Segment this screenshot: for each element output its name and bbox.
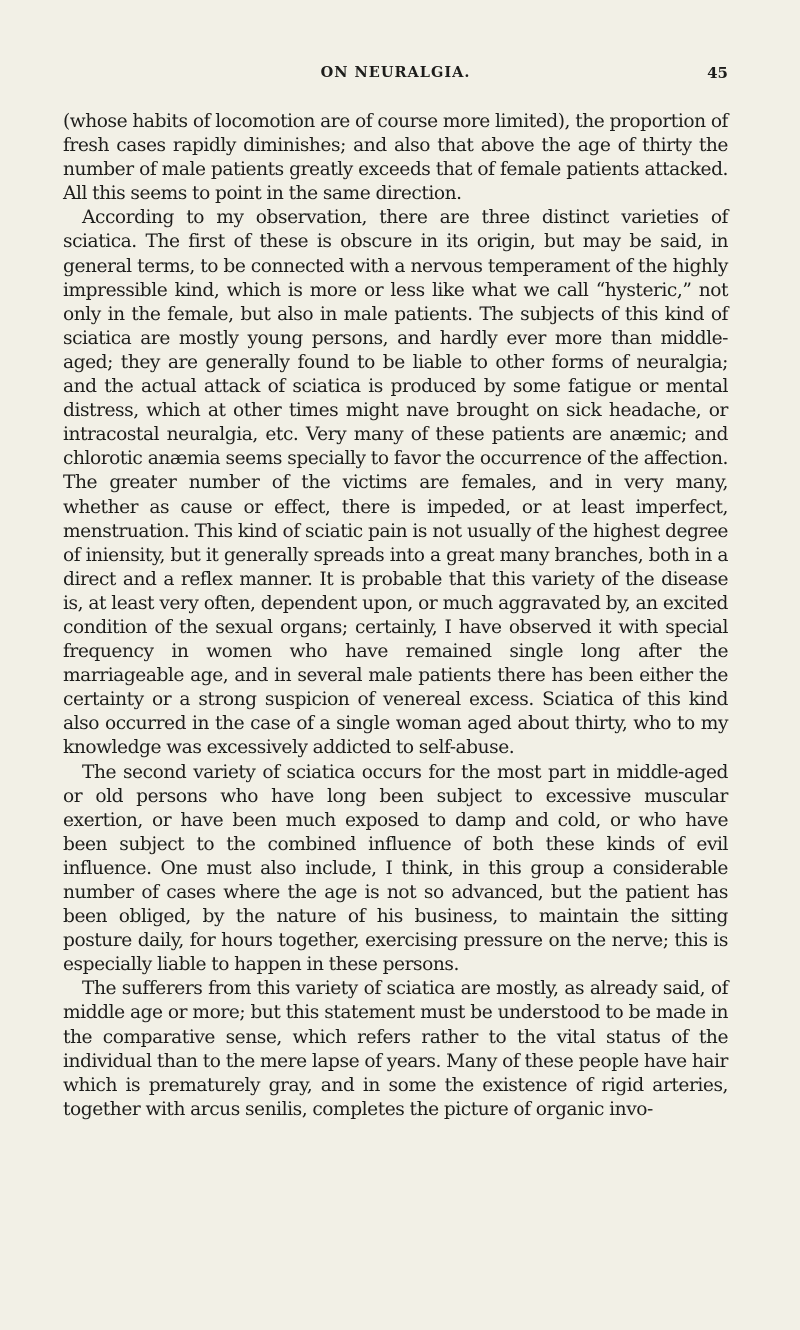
paragraph-sufferers: The sufferers from this variety of sciatica are mostly, as already said, of middle age or more; but this statement must be understood to be made in the comparative sense, which refers rather to the vital status of the individual than to the mere lapse of years. Many of these people have hair which is prematurely gray, and in some the existence of rigid arteries, together with arcus senilis, completes the picture of organic invo-	[63, 978, 728, 1120]
page-number: 45	[707, 64, 728, 82]
paragraph-continued: (whose habits of locomotion are of course more limited), the proportion of fresh cases rapidly diminishes; and also that above the age of thirty the number of male patients greatly exceeds that of female patients attacked. All this seems to point in the same direction.	[63, 111, 728, 205]
body-text	[63, 110, 728, 1122]
page-header	[63, 64, 728, 94]
paragraph-second-variety: The second variety of sciatica occurs for the most part in middle-aged or old persons who have long been subject to excessive muscular exertion, or have been much exposed to damp and cold, or who have been subject to the combined influence of both these kinds of evil influence. One must also include, I think, in this group a considerable number of cases where the age is not so advanced, but the patient has been obliged, by the nature of his business, to maintain the sitting posture daily, for hours together, exercising pressure on the nerve; this is especially liable to happen in these persons.	[63, 761, 728, 976]
paragraph-varieties-of-sciatica: According to my observation, there are three distinct varieties of sciatica. The first of these is obscure in its origin, but may be said, in general terms, to be connected with a nervous temperament of the highly impressible kind, which is more or less like what we call “hysteric,” not only in the female, but also in male patients. The subjects of this kind of sciatica are mostly young persons, and hardly ever more than middle-aged; they are generally found to be liable to other forms of neuralgia; and the actual attack of sciatica is produced by some fatigue or mental distress, which at other times might nave brought on sick headache, or intracostal neuralgia, etc. Very many of these patients are anæmic; and chlorotic anæmia seems specially to favor the occurrence of the affection. The greater number of the victims are females, and in very many, whether as cause or effect, there is impeded, or at least imperfect, menstruation. This kind of sciatic pain is not usually of the highest degree of iniensity, but it generally spreads into a great many branches, both in a direct and a reflex manner. It is probable that this variety of the disease is, at least very often, dependent upon, or much aggravated by, an excited condition of the sexual organs; certainly, I have observed it with special frequency in women who have remained single long after the marriageable age, and in several male patients there has been either the certainty or a strong suspicion of venereal excess. Sciatica of this kind also occurred in the case of a single woman aged about thirty, who to my knowledge was excessively addicted to self-abuse.	[63, 207, 728, 759]
running-head: ON NEURALGIA.	[320, 64, 471, 81]
